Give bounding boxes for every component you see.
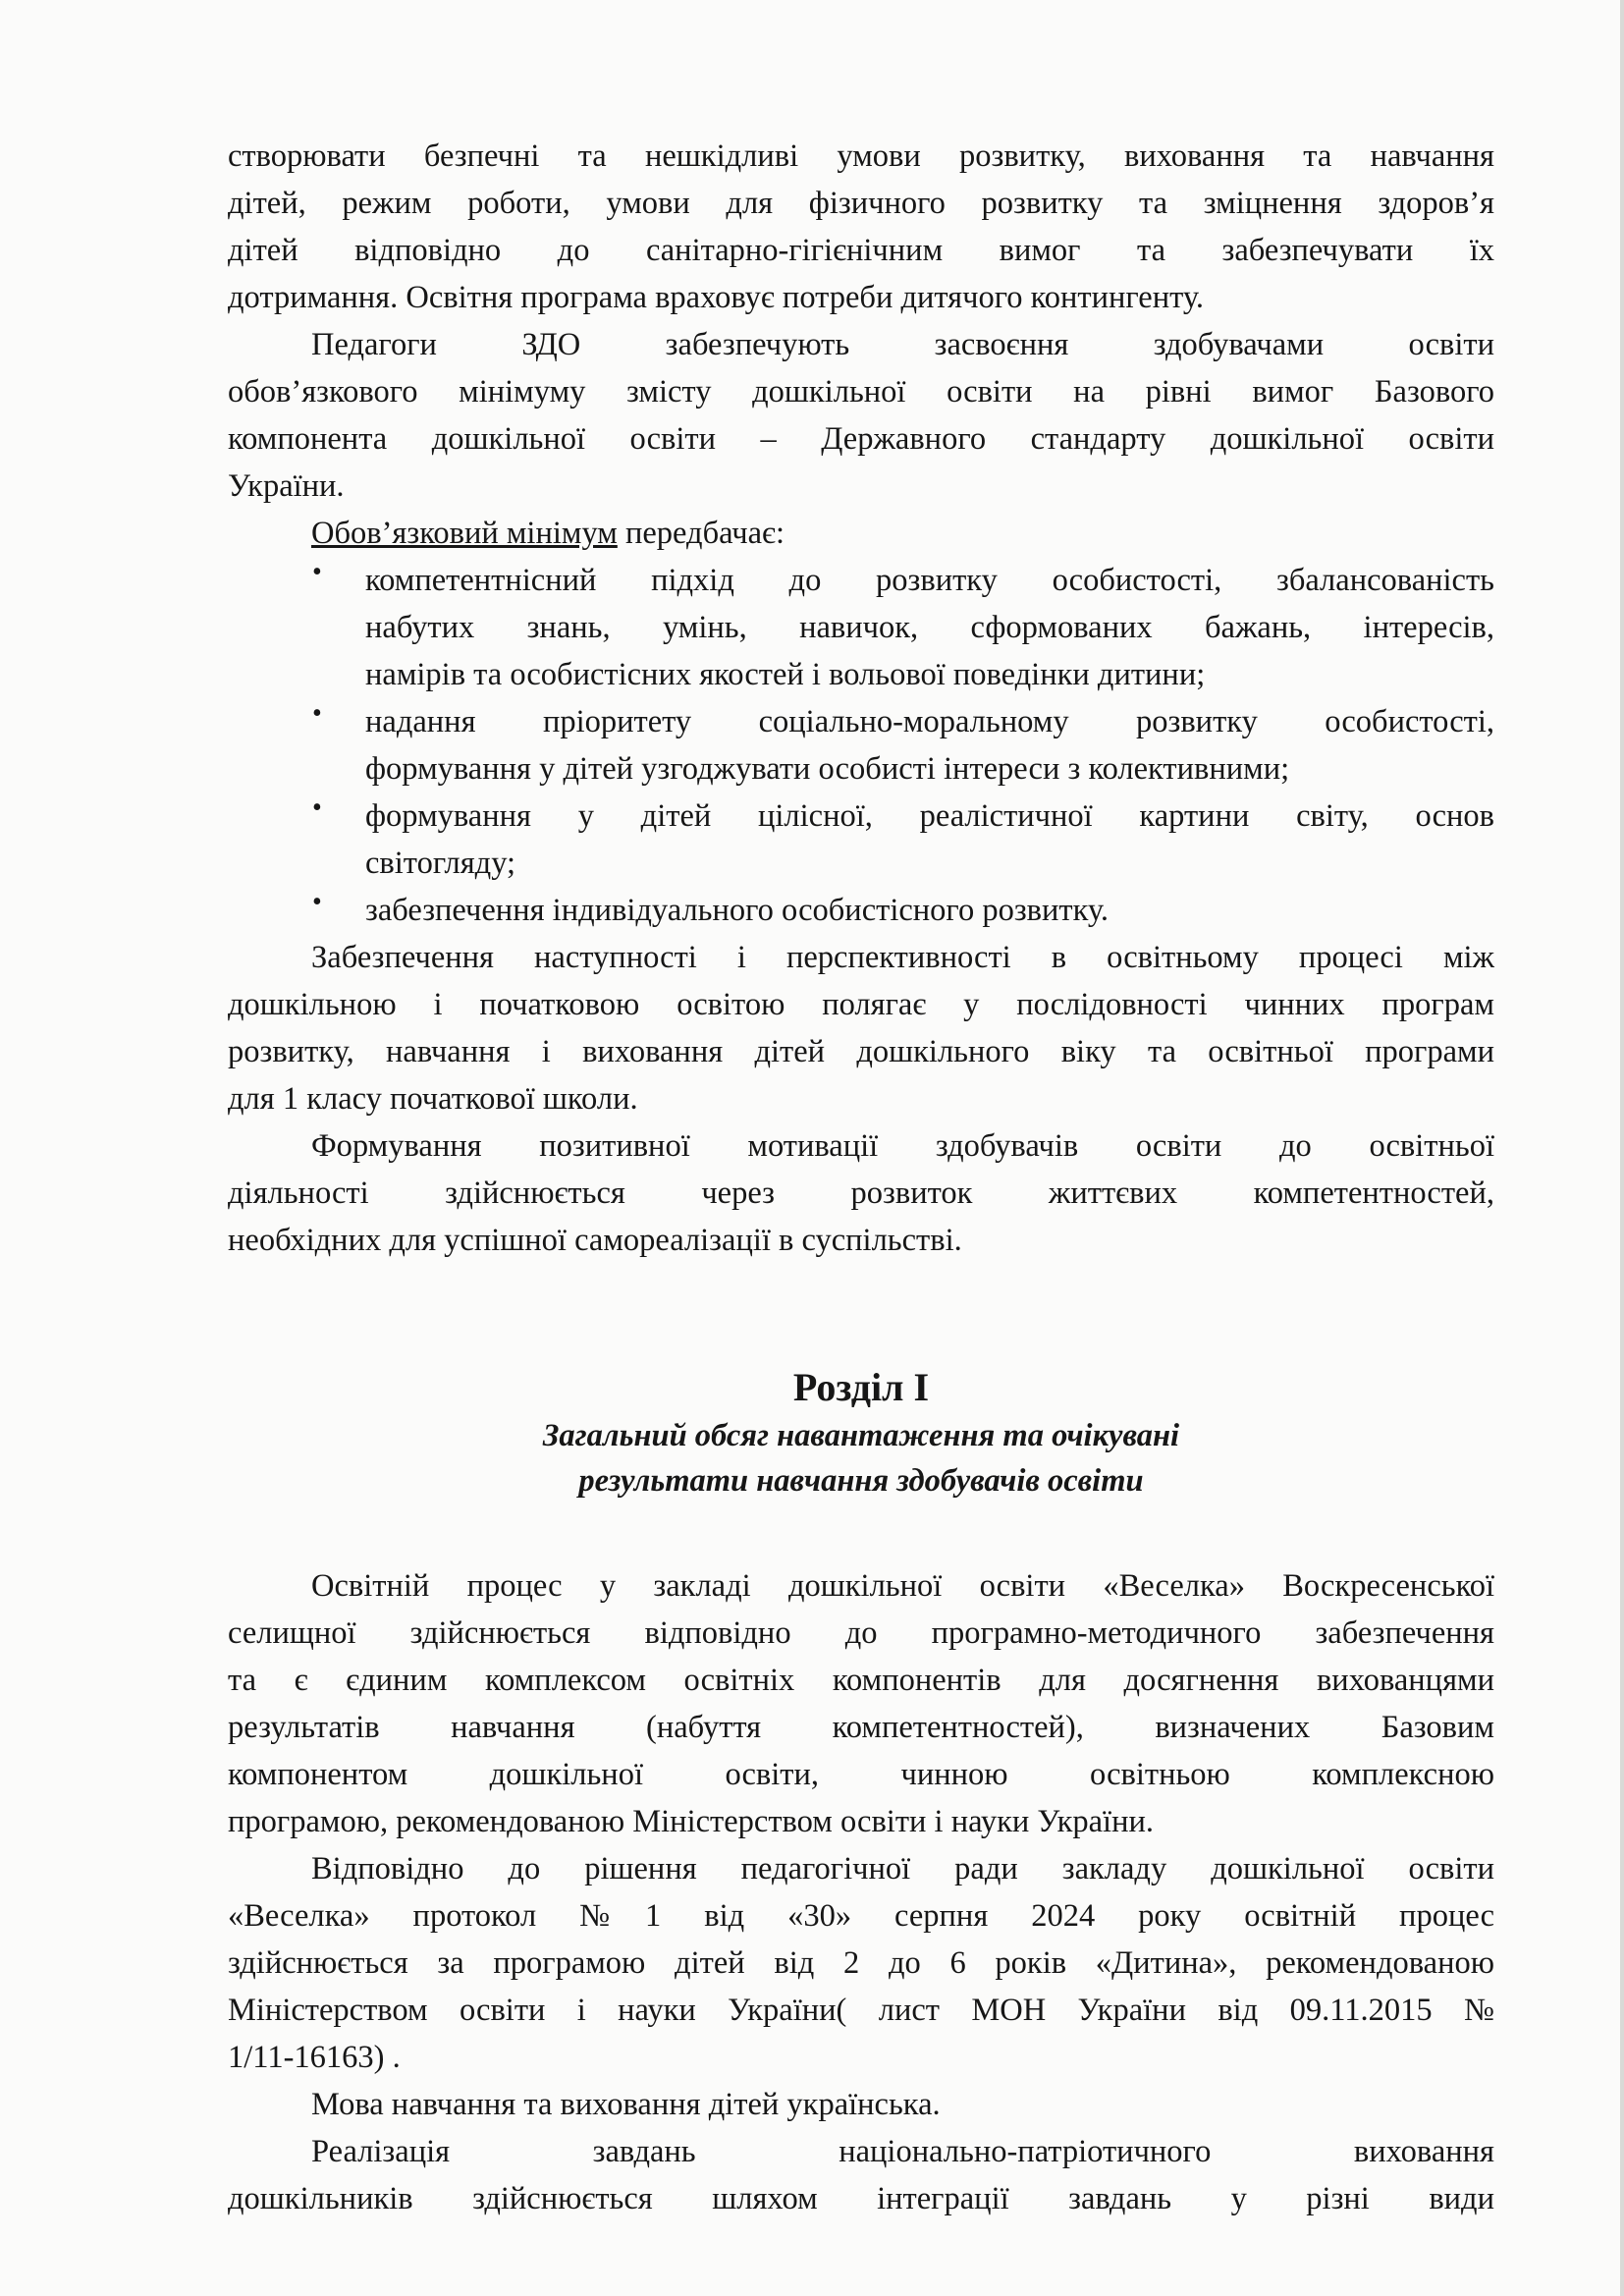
text-line: Освітній процес у закладі дошкільної освіти «Веселка» Воскресенської [311, 1568, 1494, 1604]
section-subtitle: результати навчання здобувачів освіти [578, 1463, 1144, 1499]
paragraph-minimum-intro [228, 510, 1494, 557]
paragraph-conditions [228, 133, 1494, 321]
text-line: набутих знань, умінь, навичок, сформованих бажань, інтересів, [365, 610, 1494, 645]
text-line: обов’язкового мінімуму змісту дошкільної освіти на рівні вимог Базового [228, 374, 1494, 410]
text-line: дошкільників здійснюється шляхом інтеграції завдань у різні види [228, 2181, 1494, 2216]
section-subtitle: Загальний обсяг навантаження та очікувані [542, 1418, 1180, 1453]
paragraph-council-decision [228, 1845, 1494, 2081]
list-item [365, 557, 1494, 698]
text-line: • компетентнісний підхід до розвитку особистості, збалансованість [365, 563, 1494, 598]
text-line: компонентом дошкільної освіти, чинною освітньою комплексною [228, 1757, 1494, 1792]
text-line: селищної здійснюється відповідно до програмно-методичного забезпечення [228, 1615, 1494, 1651]
text-line: 1/11-16163) . [228, 2040, 401, 2075]
text-line: дітей, режим роботи, умови для фізичного розвитку та зміцнення здоров’я [228, 186, 1494, 221]
text-line: та є єдиним комплексом освітніх компонентів для досягнення вихованцями [228, 1663, 1494, 1698]
paragraph-language: Мова навчання та виховання дітей українська. [311, 2087, 941, 2122]
text-line: Педагоги ЗДО забезпечують засвоєння здобувачами освіти [311, 327, 1494, 362]
text-line: здійснюється за програмою дітей від 2 до 6 років «Дитина», рекомендованою [228, 1945, 1494, 1981]
paragraph-continuity [228, 934, 1494, 1122]
text-line: дотримання. Освітня програма враховує потреби дитячого контингенту. [228, 280, 1204, 315]
text-line: • надання пріоритету соціально-моральному розвитку особистості, [365, 704, 1494, 739]
text-line: Відповідно до рішення педагогічної ради закладу дошкільної освіти [311, 1851, 1494, 1886]
spacer [228, 1264, 1494, 1362]
paragraph-teachers [228, 321, 1494, 510]
text-line: формування у дітей узгоджувати особисті інтереси з колективними; [365, 751, 1290, 787]
text-line: результатів навчання (набуття компетентностей), визначених Базовим [228, 1710, 1494, 1745]
text-line: для 1 класу початкової школи. [228, 1081, 638, 1117]
text-line: намірів та особистісних якостей і вольової поведінки дитини; [365, 657, 1206, 692]
list-item [365, 887, 1494, 934]
text-line: України. [228, 468, 345, 504]
section-title: Розділ І [792, 1365, 930, 1409]
minimum-list [228, 557, 1494, 934]
paragraph-educational-process [228, 1562, 1494, 1845]
scan-edge [1620, 0, 1624, 2296]
paragraph-motivation [228, 1122, 1494, 1264]
minimum-rest: передбачає: [617, 516, 785, 551]
text-line: світогляду; [365, 846, 516, 881]
text-line: Забезпечення наступності і перспективності в освітньому процесі між [311, 940, 1494, 975]
text-line: дошкільною і початковою освітою полягає у послідовності чинних програм [228, 987, 1494, 1022]
text-line: розвитку, навчання і виховання дітей дошкільного віку та освітньої програми [228, 1034, 1494, 1069]
minimum-label: Обов’язковий мінімум [311, 516, 618, 551]
spacer [228, 1503, 1494, 1562]
list-item [365, 793, 1494, 887]
text-line: необхідних для успішної самореалізації в суспільстві. [228, 1223, 962, 1258]
section-heading [228, 1362, 1494, 1503]
text-line: програмою, рекомендованою Міністерством освіти і науки України. [228, 1804, 1154, 1839]
text-line: • формування у дітей цілісної, реалістичної картини світу, основ [365, 798, 1494, 834]
text-line: діяльності здійснюється через розвиток життєвих компетентностей, [228, 1175, 1494, 1211]
text-line: створювати безпечні та нешкідливі умови розвитку, виховання та навчання [228, 138, 1494, 174]
list-item [365, 698, 1494, 793]
text-line: • забезпечення індивідуального особистісного розвитку. [365, 893, 1110, 928]
text-line: компонента дошкільної освіти – Державного стандарту дошкільної освіти [228, 421, 1494, 457]
text-line: дітей відповідно до санітарно-гігієнічним вимог та забезпечувати їх [228, 233, 1494, 268]
paragraph-patriotic [228, 2128, 1494, 2222]
text-line: Міністерством освіти і науки України( лист МОН України від 09.11.2015 № [228, 1993, 1494, 2028]
text-line: «Веселка» протокол №1 від «30» серпня 2024 року освітній процес [228, 1898, 1494, 1934]
text-line: Реалізація завдань національно-патріотичного виховання [311, 2134, 1494, 2169]
text-line: Формування позитивної мотивації здобувачів освіти до освітньої [311, 1128, 1494, 1164]
